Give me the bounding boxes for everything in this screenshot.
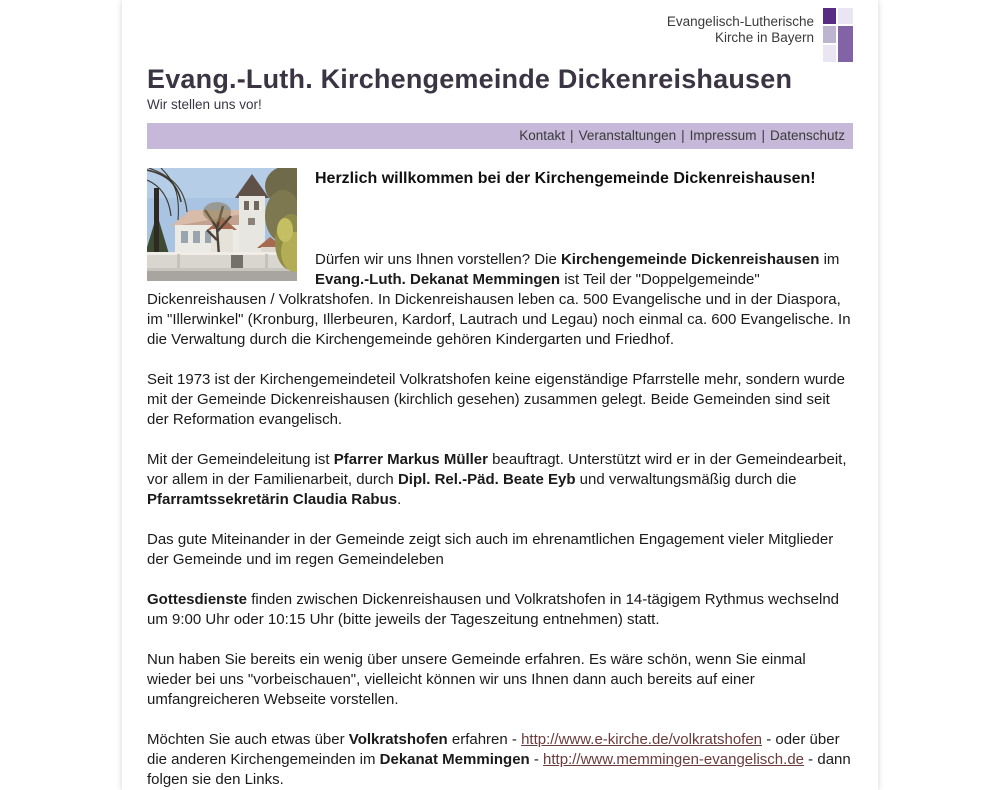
page-header (147, 0, 853, 113)
church-photo (147, 168, 297, 281)
main-content (147, 168, 853, 790)
church-photo-illustration (147, 168, 297, 281)
paragraph: Nun haben Sie bereits ein wenig über unsere Gemeinde erfahren. Es wäre schön, wenn Sie einmal wieder bei uns "vorbeischauen", vielleicht können wir uns Ihnen dann auch bereits auf einer umfangreicheren Webseite vorstellen. (147, 651, 806, 708)
bold-text: Gottesdienste (147, 591, 248, 608)
nav-bar (147, 123, 853, 149)
paragraph: Möchten Sie auch etwas über Volkratshofen erfahren - http://www.e-kirche.de/volkratshofen - oder über die anderen Kirchengemeinden im Dekanat Memmingen - http://www.memmingen-evangelisch.de - dann folgen sie den Links. (147, 731, 851, 788)
nav-separator: | (681, 128, 685, 143)
paragraph: Mit der Gemeindeleitung ist Pfarrer Markus Müller beauftragt. Unterstützt wird er in der Gemeindearbeit, vor allem in der Familienarbeit, durch Dipl. Rel.-Päd. Beate Eyb und verwaltungsmäßig durch die Pfarramtssekretärin Claudia Rabus. (147, 451, 847, 508)
page-title: Evang.-Luth. Kirchengemeinde Dickenreishausen (147, 64, 793, 94)
nav-separator: | (761, 128, 765, 143)
body-link[interactable]: http://www.e-kirche.de/volkratshofen (521, 731, 763, 748)
brand-line-2: Kirche in Bayern (714, 30, 814, 45)
nav-link-impressum[interactable]: Impressum (689, 128, 757, 143)
welcome-heading: Herzlich willkommen bei der Kirchengemeinde Dickenreishausen! (315, 170, 816, 187)
body-paragraphs (147, 250, 853, 790)
paragraph: Gottesdienste finden zwischen Dickenreishausen und Volkratshofen in 14-tägigem Rythmus wechselnd um 9:00 Uhr oder 10:15 Uhr (bitte jeweils der Tageszeitung entnehmen) statt. (147, 591, 840, 628)
bold-text: Dipl. Rel.-Päd. Beate Eyb (397, 471, 576, 488)
bold-text: Pfarrer Markus Müller (333, 451, 488, 468)
nav-separator: | (570, 128, 574, 143)
paragraph: Seit 1973 ist der Kirchengemeindeteil Volkratshofen keine eigenständige Pfarrstelle mehr, sondern wurde mit der Gemeinde Dickenreishausen (kirchlich gesehen) zusammen gelegt. Beide Gemeinden sind seit der Reformation evangelisch. (147, 371, 845, 428)
nav-link-veranstaltungen[interactable]: Veranstaltungen (578, 128, 677, 143)
page (122, 0, 878, 790)
bold-text: Dekanat Memmingen (379, 751, 530, 768)
bold-text: Evang.-Luth. Dekanat Memmingen (315, 271, 561, 288)
body-link[interactable]: http://www.memmingen-evangelisch.de (543, 751, 805, 768)
paragraph: Das gute Miteinander in der Gemeinde zeigt sich auch im ehrenamtlichen Engagement vieler Mitglieder der Gemeinde und im regen Gemeindeleben (147, 531, 834, 568)
brand-text (667, 14, 814, 46)
brand (147, 0, 853, 62)
nav-link-datenschutz[interactable]: Datenschutz (769, 128, 845, 143)
bold-text: Pfarramtssekretärin Claudia Rabus (147, 491, 398, 508)
brand-line-1: Evangelisch-Lutherische (666, 14, 814, 29)
page-subtitle: Wir stellen uns vor! (147, 97, 262, 112)
paragraph: Dürfen wir uns Ihnen vorstellen? Die Kirchengemeinde Dickenreishausen im Evang.-Luth. Dekanat Memmingen ist Teil der "Doppelgemeinde" Dickenreishausen / Volkratshofen. In Dickenreishausen leben ca. 500 Evangelische und in der Diaspora, im "Illerwinkel" (Kronburg, Illerbeuren, Kardorf, Lautrach und Legau) noch einmal ca. 600 Evangelische. In die Verwaltung durch die Kirchengemeinde gehören Kindergarten und Friedhof. (147, 251, 851, 348)
bold-text: Kirchengemeinde Dickenreishausen (560, 251, 820, 268)
bold-text: Volkratshofen (348, 731, 448, 748)
elkb-cross-logo-icon (823, 8, 853, 62)
nav-link-kontakt[interactable]: Kontakt (519, 128, 566, 143)
